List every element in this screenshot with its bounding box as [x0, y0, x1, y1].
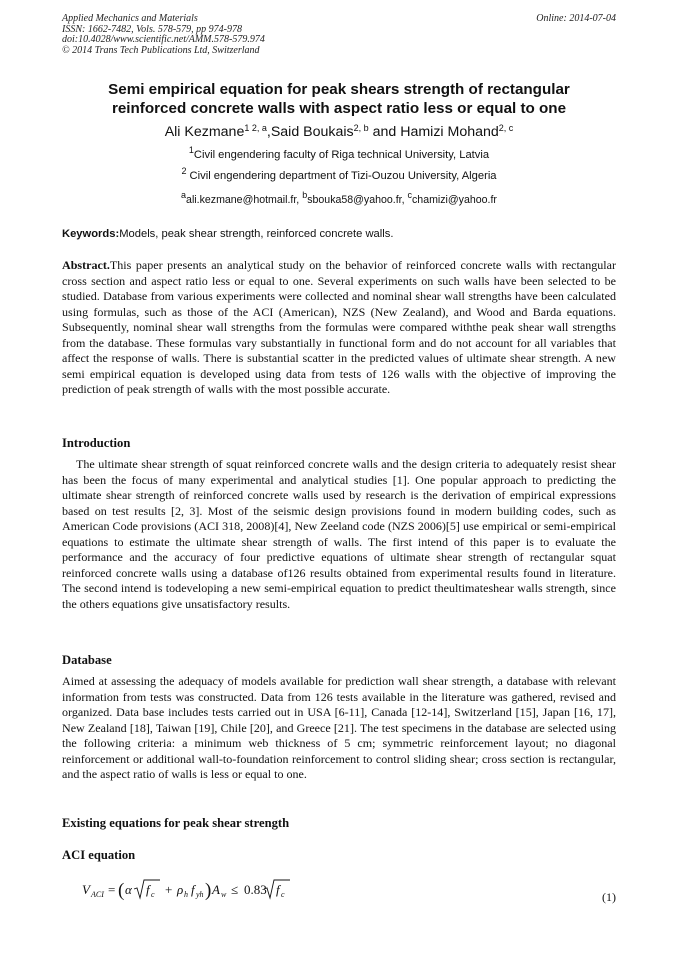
eq-symbol: f: [276, 882, 280, 897]
email-address: ali.kezmane@hotmail.fr,: [186, 194, 303, 206]
author-name: Ali Kezmane: [164, 124, 245, 140]
introduction-paragraph: The ultimate shear strength of squat reinforced concrete walls and the design criteria to adequately resist shear has been the focus of many experimental and analytical studies [1]. One popular approach to predicting the ultimate shear strength of reinforced concrete walls used by research is the derivation of empirical expressions based on test results [2, 3]. Most of the seismic design provisions found in modern building codes, such as American Code provisions (ACI 318, 2008)[4], New Zeeland code (NZS 2006)[5] use empirical or semi-empirical equations to estimate the ultimate shear strength of walls. The first intend of this paper is to evaluate the performance and the accuracy of four predictive equations of ultimate shear strength of rectangular squat reinforced concrete walls using a database of126 results obtained from experimental results found in literature. The second intend is todeveloping a new semi-empirical equation to predict theultimateshear walls strength, since the others equations give unsatisfactory results.: [62, 457, 616, 611]
journal-header: [62, 14, 616, 56]
copyright-line: © 2014 Trans Tech Publications Ltd, Switzerland: [62, 44, 260, 56]
database-paragraph: Aimed at assessing the adequacy of models available for prediction wall shear strength, a database with relevant information from tests was constructed. Data from 126 tests available in the literature was gathered, revised and organized. Data base includes tests carried out in USA [6-11], Canada [12-14], Switzerland [15], Japan [16, 17], New Zealand [18], Taiwan [19], Chile [20], and Greece [21]. The test specimens in the database are selected using the following criteria: a minimum web thickness of 5 cm; symmetric reinforcement layout; no diagonal reinforcement or additional wall-to-foundation reinforcement to control sliding shear; cross section is rectangular, and the aspect ratio of walls is less or equal to one.: [62, 674, 616, 781]
eq-subscript: w: [221, 890, 227, 899]
doi-line: doi:10.4028/www.scientific.net/AMM.578-579.974: [62, 34, 265, 46]
email-mark: a: [181, 190, 187, 200]
eq-bracket: ): [205, 880, 212, 901]
keywords-text: Models, peak shear strength, reinforced concrete walls.: [119, 228, 394, 240]
eq-subscript: ACI: [91, 890, 104, 899]
eq-subscript: yh: [196, 890, 204, 899]
eq-symbol: f: [146, 882, 150, 897]
section-heading-existing-equations: Existing equations for peak shear strength: [62, 816, 290, 830]
abstract-label: Abstract.: [62, 258, 110, 272]
eq-operator: =: [108, 882, 116, 897]
eq-subscript: c: [281, 890, 285, 899]
issn-line: ISSN: 1662-7482, Vols. 578-579, pp 974-978: [62, 23, 242, 35]
email-mark: c: [407, 190, 412, 200]
eq-subscript: c: [151, 890, 155, 899]
eq-symbol: f: [191, 882, 195, 897]
section-heading-database: Database: [62, 653, 112, 667]
section-heading-introduction: Introduction: [62, 436, 131, 450]
abstract: [62, 258, 616, 398]
affiliation-mark: 1: [188, 145, 194, 155]
eq-symbol: A: [212, 882, 220, 897]
title-line-2: reinforced concrete walls with aspect ratio less or equal to one: [111, 100, 567, 117]
eq-subscript: h: [184, 890, 188, 899]
affiliation-text: Civil engendering faculty of Riga technical University, Latvia: [193, 149, 490, 161]
author-affil-mark: 1 2, a: [244, 123, 267, 133]
affiliation: [62, 145, 616, 162]
author-name: Hamizi Mohand: [400, 124, 499, 140]
affiliation: [62, 166, 616, 183]
author-affil-mark: 2, b: [353, 123, 369, 133]
eq-operator: ≤: [231, 882, 239, 897]
author-separator: and: [368, 124, 401, 140]
subsection-heading-aci: ACI equation: [62, 848, 136, 862]
aci-equation: [80, 877, 616, 905]
eq-symbol: V: [82, 882, 90, 897]
eq-bracket: (: [118, 880, 125, 901]
affiliation-mark: 2: [181, 166, 187, 176]
abstract-text: This paper presents an analytical study on the behavior of reinforced concrete walls with rectangular cross section and aspect ratio less or equal to one. Several experiments on such walls have been selected to be studied. Database from various experiments were collected and nominal shear wall strengths have been calculated using formulas, such as those of the ACI (American), NZS (New Zealand), and Wood and Barda equations. Subsequently, nominal shear wall strengths from the formulas were compared withthe peak shear wall strengths from the database. These formulas vary substantially in functional form and do not account for all variables that affect the response of walls. There is substantial scatter in the predicted values of ultimate shear strength. A new semi empirical equation is developed using data from tests of 126 walls with the objective of improving the prediction of peak strength of walls with the most possible accurate.: [62, 258, 616, 396]
equation-graphic: [80, 877, 320, 907]
email-address: sbouka58@yahoo.fr,: [307, 194, 408, 206]
eq-operator: +: [165, 882, 173, 897]
online-date: Online: 2014-07-04: [536, 13, 616, 24]
affiliation-text: Civil engendering department of Tizi-Ouzou University, Algeria: [186, 170, 497, 182]
title-line-1: Semi empirical equation for peak shears strength of rectangular: [108, 81, 570, 98]
author-name: Said Boukais: [270, 124, 354, 140]
keywords-label: Keywords:: [62, 228, 120, 240]
author-affil-mark: 2, c: [498, 123, 514, 133]
journal-name: Applied Mechanics and Materials: [62, 13, 198, 24]
paper-title: [62, 80, 616, 118]
eq-symbol: ρ: [177, 882, 184, 897]
eq-symbol: α: [125, 882, 132, 897]
keywords: [62, 227, 616, 242]
eq-coefficient: 0.83: [244, 882, 267, 897]
email-address: chamizi@yahoo.fr: [412, 194, 497, 206]
email-list: [62, 190, 616, 207]
equation-number: (1): [602, 890, 616, 904]
author-separator: ,: [266, 124, 271, 140]
email-mark: b: [302, 190, 308, 200]
author-list: [62, 123, 616, 141]
